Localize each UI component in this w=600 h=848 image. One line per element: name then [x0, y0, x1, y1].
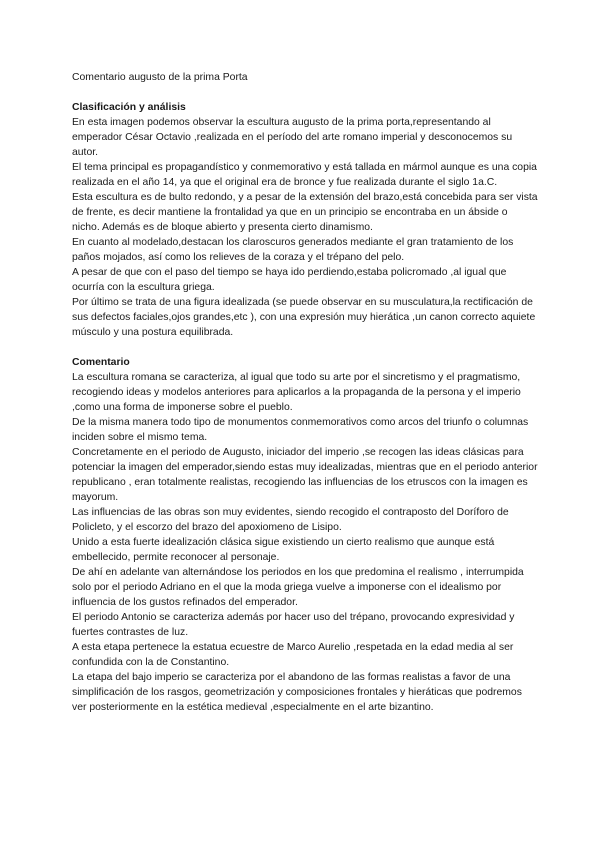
paragraph: A esta etapa pertenece la estatua ecuestre de Marco Aurelio ,respetada en la edad media al ser confundida con la de Constantino.	[72, 642, 514, 668]
section-comentario	[72, 355, 538, 715]
document-body	[72, 70, 538, 730]
paragraph: Concretamente en el periodo de Augusto, iniciador del imperio ,se recogen las ideas clásicas para potenciar la imagen del emperador,siendo estas muy idealizadas, mientras que en el periodo anterior republicano , eran totalmente realistas, recogiendo las influencias de los etruscos con la imagen es mayorum.	[72, 447, 538, 503]
paragraph: La escultura romana se caracteriza, al igual que todo su arte por el sincretismo y el pragmatismo, recogiendo ideas y modelos anteriores para aplicarlos a la propaganda de la persona y el imperio ,como una forma de imponerse sobre el pueblo.	[72, 372, 521, 413]
paragraph: De la misma manera todo tipo de monumentos conmemorativos como arcos del triunfo o columnas inciden sobre el mismo tema.	[72, 417, 529, 443]
paragraph: De ahí en adelante van alternándose los periodos en los que predomina el realismo , interrumpida solo por el periodo Adriano en el que la moda griega vuelve a imponerse con el idealismo por influencia de los gustos refinados del emperador.	[72, 567, 524, 608]
paragraph: Unido a esta fuerte idealización clásica sigue existiendo un cierto realismo que aunque está embellecido, permite reconocer al personaje.	[72, 537, 495, 563]
paragraph: El periodo Antonio se caracteriza además por hacer uso del trépano, provocando expresividad y fuertes contrastes de luz.	[72, 612, 515, 638]
paragraph: En esta imagen podemos observar la escultura augusto de la prima porta,representando al emperador César Octavio ,realizada en el período del arte romano imperial y desconocemos su autor.	[72, 117, 513, 158]
section-heading: Clasificación y análisis	[72, 102, 186, 113]
paragraph: Esta escultura es de bulto redondo, y a pesar de la extensión del brazo,está concebida para ser vista de frente, es decir mantiene la frontalidad ya que en un principio se encontraba en un ábside o nicho. Además es de bloque abierto y presenta cierto dinamismo.	[72, 192, 538, 233]
paragraph: Por último se trata de una figura idealizada (se puede observar en su musculatura,la rectificación de sus defectos faciales,ojos grandes,etc ), con una expresión muy hierática ,un canon correcto aquiete músculo y una postura equilibrada.	[72, 297, 536, 338]
paragraph: En cuanto al modelado,destacan los claroscuros generados mediante el gran tratamiento de los paños mojados, así como los relieves de la coraza y el trépano del pelo.	[72, 237, 514, 263]
paragraph: A pesar de que con el paso del tiempo se haya ido perdiendo,estaba policromado ,al igual que ocurría con la escultura griega.	[72, 267, 507, 293]
section-heading: Comentario	[72, 357, 130, 368]
paragraph: Las influencias de las obras son muy evidentes, siendo recogido el contraposto del Doríforo de Policleto, y el escorzo del brazo del apoxiomeno de Lisipo.	[72, 507, 509, 533]
paragraph: El tema principal es propagandístico y conmemorativo y está tallada en mármol aunque es una copia realizada en el año 14, ya que el original era de bronce y fue realizada durante el siglo 1a.C.	[72, 162, 537, 188]
document-title: Comentario augusto de la prima Porta	[72, 72, 248, 83]
section-clasificacion	[72, 100, 538, 340]
paragraph: La etapa del bajo imperio se caracteriza por el abandono de las formas realistas a favor de una simplificación de los rasgos, geometrización y composiciones frontales y hieráticas que podremos ver posteriormente en la estética medieval ,especialmente en el arte bizantino.	[72, 672, 522, 713]
